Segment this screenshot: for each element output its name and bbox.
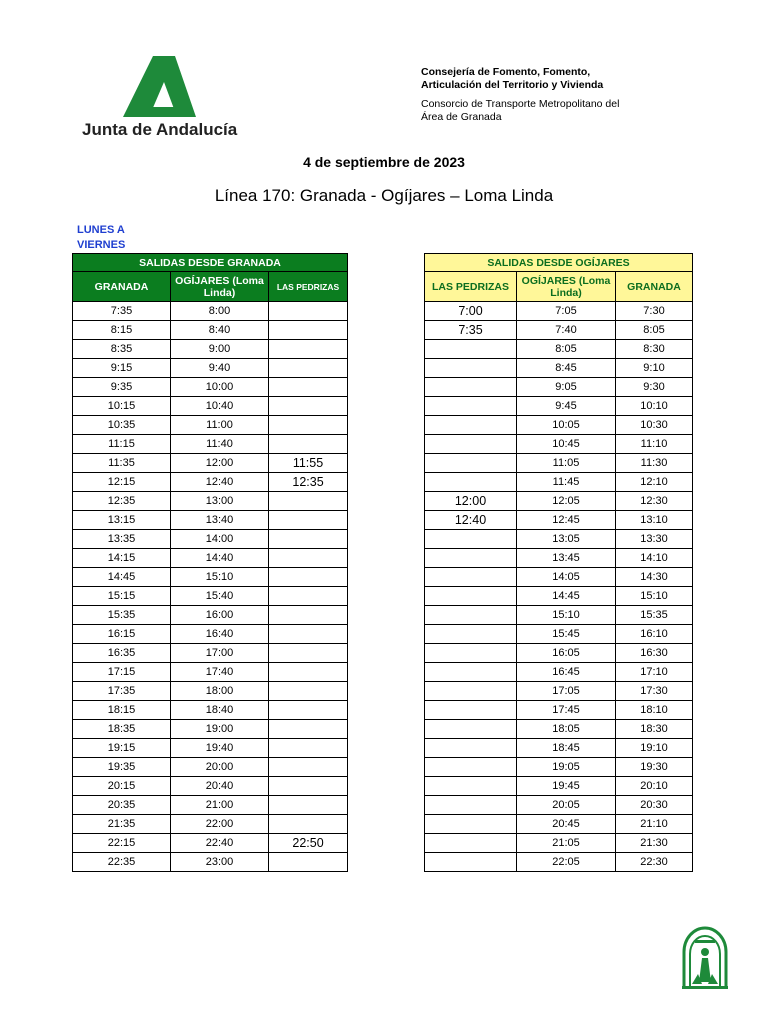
time-cell: 18:40 [171,701,269,720]
table-row [73,739,348,758]
column-header: GRANADA [616,272,693,302]
org-line-3: Consorcio de Transporte Metropolitano del [421,98,620,110]
table-row [73,549,348,568]
time-cell: 12:05 [517,492,616,511]
time-cell: 16:45 [517,663,616,682]
time-cell: 14:30 [616,568,693,587]
time-cell: 13:45 [517,549,616,568]
time-cell: 12:10 [616,473,693,492]
table-row [73,340,348,359]
time-cell: 18:00 [171,682,269,701]
time-cell: 9:40 [171,359,269,378]
time-cell: 11:05 [517,454,616,473]
table-row [425,587,693,606]
time-cell [425,416,517,435]
table-row [425,720,693,739]
time-cell [269,739,348,758]
table-row [73,378,348,397]
time-cell [269,663,348,682]
time-cell: 22:15 [73,834,171,853]
table-title: SALIDAS DESDE OGÍJARES [425,254,693,272]
time-cell: 19:15 [73,739,171,758]
time-cell: 16:30 [616,644,693,663]
time-cell: 9:00 [171,340,269,359]
time-cell: 22:40 [171,834,269,853]
table-row [425,321,693,340]
time-cell [425,568,517,587]
time-cell: 22:00 [171,815,269,834]
time-cell: 15:10 [616,587,693,606]
time-cell: 22:05 [517,853,616,872]
time-cell: 22:35 [73,853,171,872]
time-cell: 10:40 [171,397,269,416]
time-cell [269,568,348,587]
time-cell: 18:10 [616,701,693,720]
time-cell: 15:35 [616,606,693,625]
table-row [425,758,693,777]
time-cell: 15:10 [517,606,616,625]
table-salidas-ogijares [424,253,693,872]
time-cell: 18:35 [73,720,171,739]
time-cell: 9:30 [616,378,693,397]
table-row [73,492,348,511]
table-row [73,397,348,416]
time-cell: 16:05 [517,644,616,663]
time-cell [269,397,348,416]
time-cell: 7:00 [425,302,517,321]
table-row [425,815,693,834]
table-row [425,397,693,416]
time-cell: 21:00 [171,796,269,815]
time-cell: 19:05 [517,758,616,777]
org-line-1: Consejería de Fomento, Fomento, [421,66,591,78]
table-row [73,834,348,853]
time-cell: 19:45 [517,777,616,796]
table-row [73,625,348,644]
time-cell: 7:40 [517,321,616,340]
time-cell: 10:30 [616,416,693,435]
column-header: GRANADA [73,272,171,302]
days-label [77,223,125,253]
time-cell: 10:45 [517,435,616,454]
table-row [73,853,348,872]
time-cell: 12:35 [73,492,171,511]
org-line-2: Articulación del Territorio y Vivienda [421,79,604,91]
table-row [73,644,348,663]
table-row [425,853,693,872]
table-title: SALIDAS DESDE GRANADA [73,254,348,272]
table-row [73,359,348,378]
time-cell [269,416,348,435]
table-row [425,663,693,682]
time-cell: 19:10 [616,739,693,758]
time-cell [269,587,348,606]
time-cell: 13:15 [73,511,171,530]
time-cell: 13:35 [73,530,171,549]
time-cell: 14:45 [517,587,616,606]
time-cell: 19:35 [73,758,171,777]
time-cell: 14:40 [171,549,269,568]
time-cell: 21:05 [517,834,616,853]
time-cell [269,606,348,625]
table-row [73,416,348,435]
time-cell: 15:15 [73,587,171,606]
time-cell [425,625,517,644]
time-cell: 8:00 [171,302,269,321]
table-row [425,378,693,397]
time-cell [425,530,517,549]
time-cell [269,720,348,739]
time-cell: 12:35 [269,473,348,492]
time-cell: 15:45 [517,625,616,644]
time-cell: 18:05 [517,720,616,739]
time-cell [425,340,517,359]
time-cell: 7:30 [616,302,693,321]
table-row [425,701,693,720]
time-cell: 17:05 [517,682,616,701]
table-row [425,777,693,796]
time-cell: 12:40 [171,473,269,492]
table-row [425,625,693,644]
table-row [73,720,348,739]
table-row [425,302,693,321]
time-cell: 20:15 [73,777,171,796]
time-cell [425,359,517,378]
time-cell: 11:30 [616,454,693,473]
time-cell [269,815,348,834]
page-title: Línea 170: Granada - Ogíjares – Loma Linda [214,186,554,205]
table-row [425,492,693,511]
time-cell: 19:30 [616,758,693,777]
time-cell [269,853,348,872]
time-cell [269,378,348,397]
table-salidas-granada [72,253,348,872]
time-cell: 7:05 [517,302,616,321]
time-cell: 8:30 [616,340,693,359]
table-row [73,701,348,720]
andalucia-seal-icon [680,922,730,990]
time-cell: 10:35 [73,416,171,435]
time-cell: 20:30 [616,796,693,815]
time-cell: 12:45 [517,511,616,530]
time-cell [425,758,517,777]
time-cell: 9:15 [73,359,171,378]
time-cell: 20:40 [171,777,269,796]
column-header: OGÍJARES (Loma Linda) [517,272,616,302]
time-cell [269,682,348,701]
time-cell [425,454,517,473]
time-cell: 12:00 [425,492,517,511]
table-row [73,758,348,777]
time-cell: 8:05 [616,321,693,340]
time-cell: 14:10 [616,549,693,568]
time-cell [269,435,348,454]
time-cell [269,644,348,663]
table-row [425,454,693,473]
table-row [73,663,348,682]
time-cell: 17:35 [73,682,171,701]
time-cell: 17:45 [517,701,616,720]
time-cell: 12:15 [73,473,171,492]
time-cell [425,606,517,625]
time-cell [269,492,348,511]
time-cell: 12:40 [425,511,517,530]
time-cell: 10:05 [517,416,616,435]
time-cell: 15:40 [171,587,269,606]
table-row [425,511,693,530]
time-cell: 19:40 [171,739,269,758]
table-row [73,777,348,796]
time-cell: 9:05 [517,378,616,397]
table-row [425,549,693,568]
time-cell: 10:00 [171,378,269,397]
time-cell: 7:35 [425,321,517,340]
time-cell: 13:30 [616,530,693,549]
time-cell [269,340,348,359]
time-cell: 23:00 [171,853,269,872]
table-row [425,834,693,853]
time-cell [425,663,517,682]
time-cell [269,530,348,549]
time-cell [425,644,517,663]
table-row [425,682,693,701]
time-cell: 14:15 [73,549,171,568]
time-cell: 13:10 [616,511,693,530]
time-cell [425,815,517,834]
table-row [73,815,348,834]
time-cell [425,796,517,815]
time-cell: 8:40 [171,321,269,340]
time-cell: 20:00 [171,758,269,777]
time-cell [425,682,517,701]
table-row [73,568,348,587]
time-cell: 14:05 [517,568,616,587]
column-header: LAS PEDRIZAS [425,272,517,302]
time-cell: 11:55 [269,454,348,473]
time-cell: 9:10 [616,359,693,378]
time-cell: 17:40 [171,663,269,682]
org-line-4: Área de Granada [421,111,502,123]
column-header: LAS PEDRIZAS [269,272,348,302]
time-cell: 22:30 [616,853,693,872]
days-line-2: VIERNES [77,239,126,251]
time-cell [269,511,348,530]
time-cell [425,435,517,454]
table-row [73,302,348,321]
time-cell [425,834,517,853]
time-cell: 11:35 [73,454,171,473]
table-row [425,435,693,454]
table-row [425,606,693,625]
table-row [73,454,348,473]
time-cell: 16:40 [171,625,269,644]
table-row [425,473,693,492]
time-cell: 18:30 [616,720,693,739]
time-cell [269,701,348,720]
time-cell [425,720,517,739]
time-cell: 12:00 [171,454,269,473]
time-cell: 10:10 [616,397,693,416]
time-cell: 8:45 [517,359,616,378]
time-cell: 13:05 [517,530,616,549]
time-cell: 11:10 [616,435,693,454]
table-row [73,606,348,625]
time-cell: 11:15 [73,435,171,454]
time-cell: 14:00 [171,530,269,549]
time-cell: 16:15 [73,625,171,644]
time-cell: 16:35 [73,644,171,663]
time-cell: 21:35 [73,815,171,834]
time-cell: 17:00 [171,644,269,663]
time-cell: 14:45 [73,568,171,587]
time-cell [269,625,348,644]
time-cell: 15:10 [171,568,269,587]
time-cell: 8:15 [73,321,171,340]
time-cell [425,777,517,796]
table-row [425,568,693,587]
time-cell: 13:40 [171,511,269,530]
time-cell: 16:10 [616,625,693,644]
time-cell [269,549,348,568]
organization-block [421,66,619,124]
time-cell: 7:35 [73,302,171,321]
time-cell: 16:00 [171,606,269,625]
time-cell: 17:10 [616,663,693,682]
days-line-1: LUNES A [77,224,125,236]
table-row [73,682,348,701]
time-cell: 13:00 [171,492,269,511]
table-row [73,511,348,530]
table-row [73,321,348,340]
time-cell [269,359,348,378]
time-cell [425,549,517,568]
time-cell: 20:05 [517,796,616,815]
time-cell: 17:15 [73,663,171,682]
time-cell: 22:50 [269,834,348,853]
time-cell: 8:35 [73,340,171,359]
time-cell [425,853,517,872]
time-cell: 18:45 [517,739,616,758]
table-row [425,739,693,758]
time-cell [425,397,517,416]
logo-text: Junta de Andalucía [82,120,238,139]
column-header: OGÍJARES (Loma Linda) [171,272,269,302]
time-cell: 11:00 [171,416,269,435]
time-cell [269,321,348,340]
time-cell [269,777,348,796]
table-row [73,435,348,454]
time-cell: 10:15 [73,397,171,416]
time-cell [269,758,348,777]
time-cell [269,302,348,321]
time-cell: 8:05 [517,340,616,359]
time-cell: 21:10 [616,815,693,834]
time-cell [269,796,348,815]
table-row [73,796,348,815]
time-cell: 17:30 [616,682,693,701]
time-cell: 11:45 [517,473,616,492]
time-cell: 9:45 [517,397,616,416]
table-row [73,587,348,606]
time-cell: 18:15 [73,701,171,720]
time-cell: 15:35 [73,606,171,625]
table-row [425,530,693,549]
table-row [425,359,693,378]
table-row [73,530,348,549]
time-cell: 9:35 [73,378,171,397]
time-cell: 12:30 [616,492,693,511]
time-cell [425,739,517,758]
table-row [425,416,693,435]
time-cell: 19:00 [171,720,269,739]
time-cell [425,378,517,397]
time-cell: 20:35 [73,796,171,815]
time-cell [425,473,517,492]
time-cell: 20:45 [517,815,616,834]
table-row [425,796,693,815]
time-cell: 11:40 [171,435,269,454]
time-cell: 21:30 [616,834,693,853]
table-row [425,644,693,663]
table-row [73,473,348,492]
table-row [425,340,693,359]
document-date: 4 de septiembre de 2023 [303,154,465,170]
time-cell [425,701,517,720]
time-cell: 20:10 [616,777,693,796]
time-cell [425,587,517,606]
